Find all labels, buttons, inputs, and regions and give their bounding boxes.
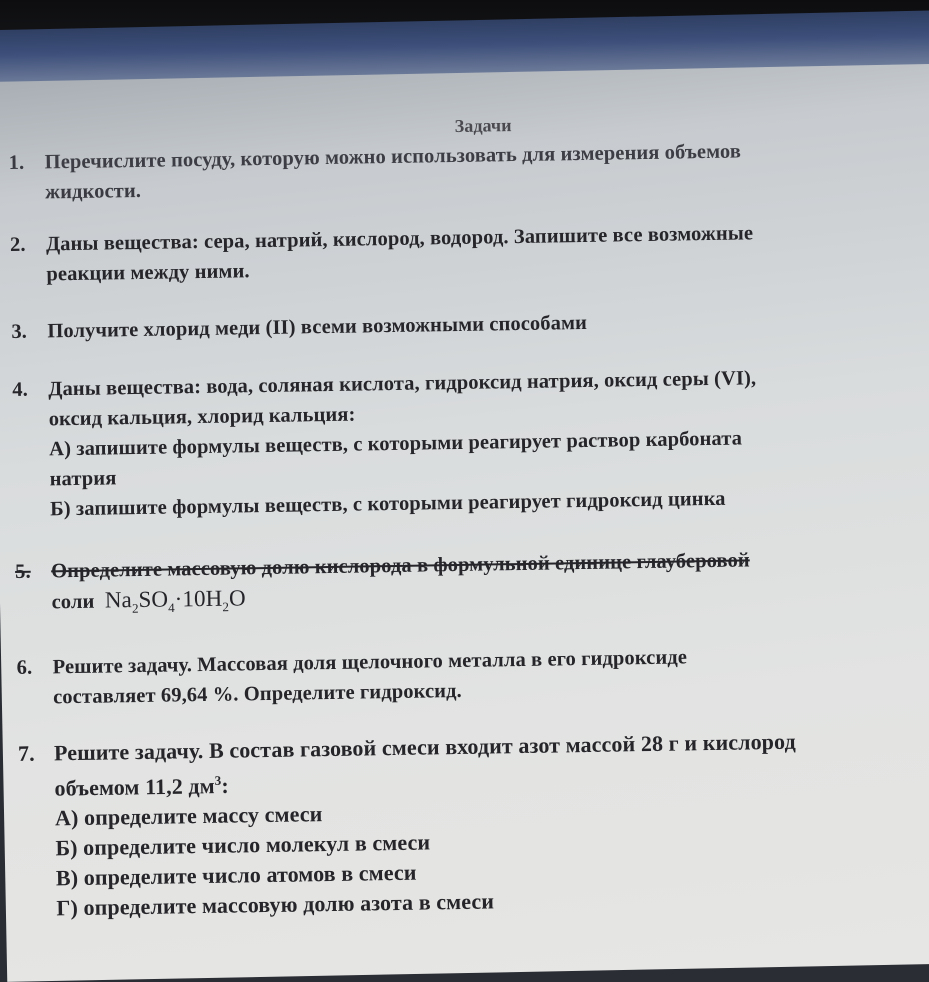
task-text: Даны вещества: вода, соляная кислота, гидроксид натрия, оксид серы (VI), — [48, 367, 757, 401]
task-text: Определите массовую долю кислорода в формульной единице глауберовой — [50, 549, 750, 583]
task-subitem-b: Б) запишите формулы веществ, с которыми реагирует гидроксид цинка — [49, 487, 726, 521]
task-text: Даны вещества: сера, натрий, кислород, водород. Запишите все возможные — [45, 222, 754, 256]
task-text: реакции между ними. — [46, 260, 250, 286]
task-number: 7. — [17, 740, 35, 766]
task-text: составляет 69,64 %. Определите гидроксид. — [52, 679, 462, 708]
task-7: 7. Решите задачу. В состав газовой смеси входит азот массой 28 г и кислород объемом 11,2 $дм^3$: А) определите массу смеси Б) определите число молекул в смеси В) определите число атомов в смеси Г) определите массовую долю азота в смеси — [18, 724, 929, 924]
document-content — [8, 104, 929, 924]
task-text: натрия — [49, 467, 117, 491]
superscript: 3 — [214, 772, 222, 788]
task-number: 4. — [12, 378, 29, 401]
task-text: Решите задачу. В состав газовой смеси входит азот массой 28 г и кислород — [53, 728, 796, 765]
task-number: 5. — [14, 560, 31, 583]
task-text: объемом 11,2 дм — [54, 772, 215, 801]
task-subitem-d: Г) определите массовую долю азота в смеси — [56, 888, 495, 921]
task-5 — [15, 542, 929, 625]
task-text: оксид кальция, хлорид кальция: — [48, 403, 356, 431]
page-title: Задачи — [454, 115, 512, 136]
task-number: 2. — [9, 233, 26, 256]
task-subitem-a: А) запишите формулы веществ, с которыми реагирует раствор карбоната — [49, 427, 743, 461]
task-text: Решите задачу. Массовая доля щелочного металла в его гидроксиде — [52, 645, 688, 678]
task-subitem-a: А) определите массу смеси — [54, 801, 323, 831]
task-subitem-c: В) определите число атомов в смеси — [55, 859, 417, 891]
chemical-formula: $Na_2SO_4\cdot 10H_2O$ — [104, 585, 246, 616]
task-text: Перечислите посуду, которую можно использовать для измерения объемов — [44, 140, 742, 174]
task-text: жидкости. — [45, 179, 142, 204]
task-subitem-b: Б) определите число молекул в смеси — [55, 829, 431, 861]
task-4 — [12, 361, 929, 525]
task-text: Получите хлорид меди (II) всеми возможными способами — [47, 311, 588, 343]
task-text: соли — [51, 590, 95, 614]
task-number: 6. — [16, 656, 33, 679]
task-number: 1. — [8, 151, 25, 174]
task-number: 3. — [11, 320, 28, 343]
